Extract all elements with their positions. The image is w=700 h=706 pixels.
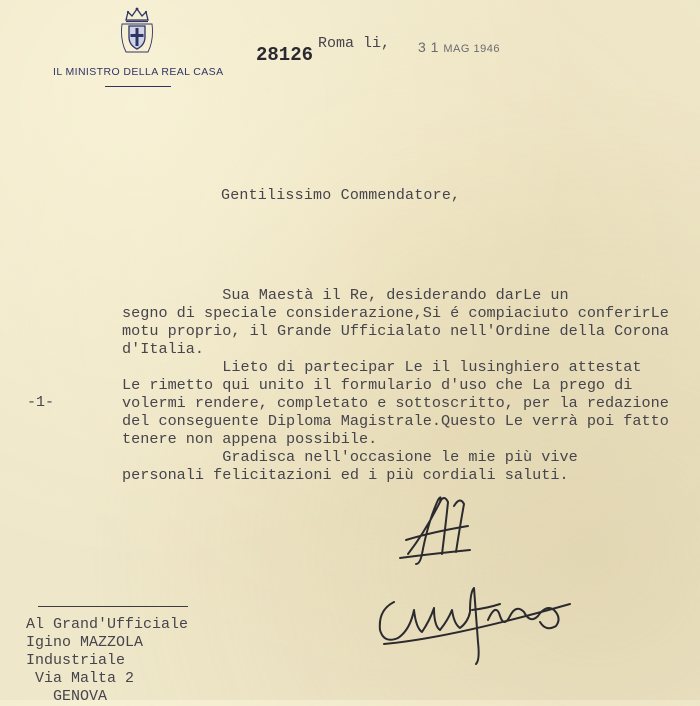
enclosure-marker: -1- <box>27 394 55 411</box>
savoy-crown-shield-icon <box>118 6 156 56</box>
body-line: del conseguente Diploma Magistrale.Questo Le verrà poi fatto <box>122 412 669 430</box>
body-line: personali felicitazioni ed i più cordiali saluti. <box>122 466 569 484</box>
body-line: d'Italia. <box>122 340 205 358</box>
letterhead-rule <box>105 86 171 87</box>
body-line: segno di speciale considerazione,Si é compiaciuto conferirLe <box>122 304 669 322</box>
body-line: tenere non appena possibile. <box>122 430 378 448</box>
addressee-line: Igino MAZZOLA <box>26 634 144 651</box>
letter-body <box>122 286 669 484</box>
body-line: motu proprio, il Grande Ufficialato nell'Ordine della Corona <box>122 322 669 340</box>
body-line: volermi rendere, completato e sottoscritto, per la redazione <box>122 394 669 412</box>
date-stamp-day: 3 1 <box>418 39 439 55</box>
place-label: Roma li, <box>318 35 391 52</box>
body-line: Le rimetto qui unito il formulario d'uso che La prego di <box>122 376 633 394</box>
addressee-line: Industriale <box>26 652 126 669</box>
addressee-block <box>26 616 188 706</box>
body-line: Sua Maestà il Re, desiderando darLe un <box>122 286 569 304</box>
addressee-line: Via Malta 2 <box>26 670 135 687</box>
addressee-line: GENOVA <box>26 688 108 705</box>
handwritten-signature <box>370 492 580 672</box>
body-line: Gradisca nell'occasione le mie più vive <box>122 448 578 466</box>
body-line: Lieto di partecipar Le il lusinghiero attestat <box>122 358 642 376</box>
ministry-title: IL MINISTRO DELLA REAL CASA <box>53 66 224 78</box>
protocol-number: 28126 <box>256 44 314 66</box>
salutation: Gentilissimo Commendatore, <box>221 187 461 204</box>
addressee-line: Al Grand'Ufficiale <box>26 616 189 633</box>
date-stamp <box>418 39 500 55</box>
addressee-rule <box>38 606 188 607</box>
date-stamp-month-year: MAG 1946 <box>443 43 500 55</box>
